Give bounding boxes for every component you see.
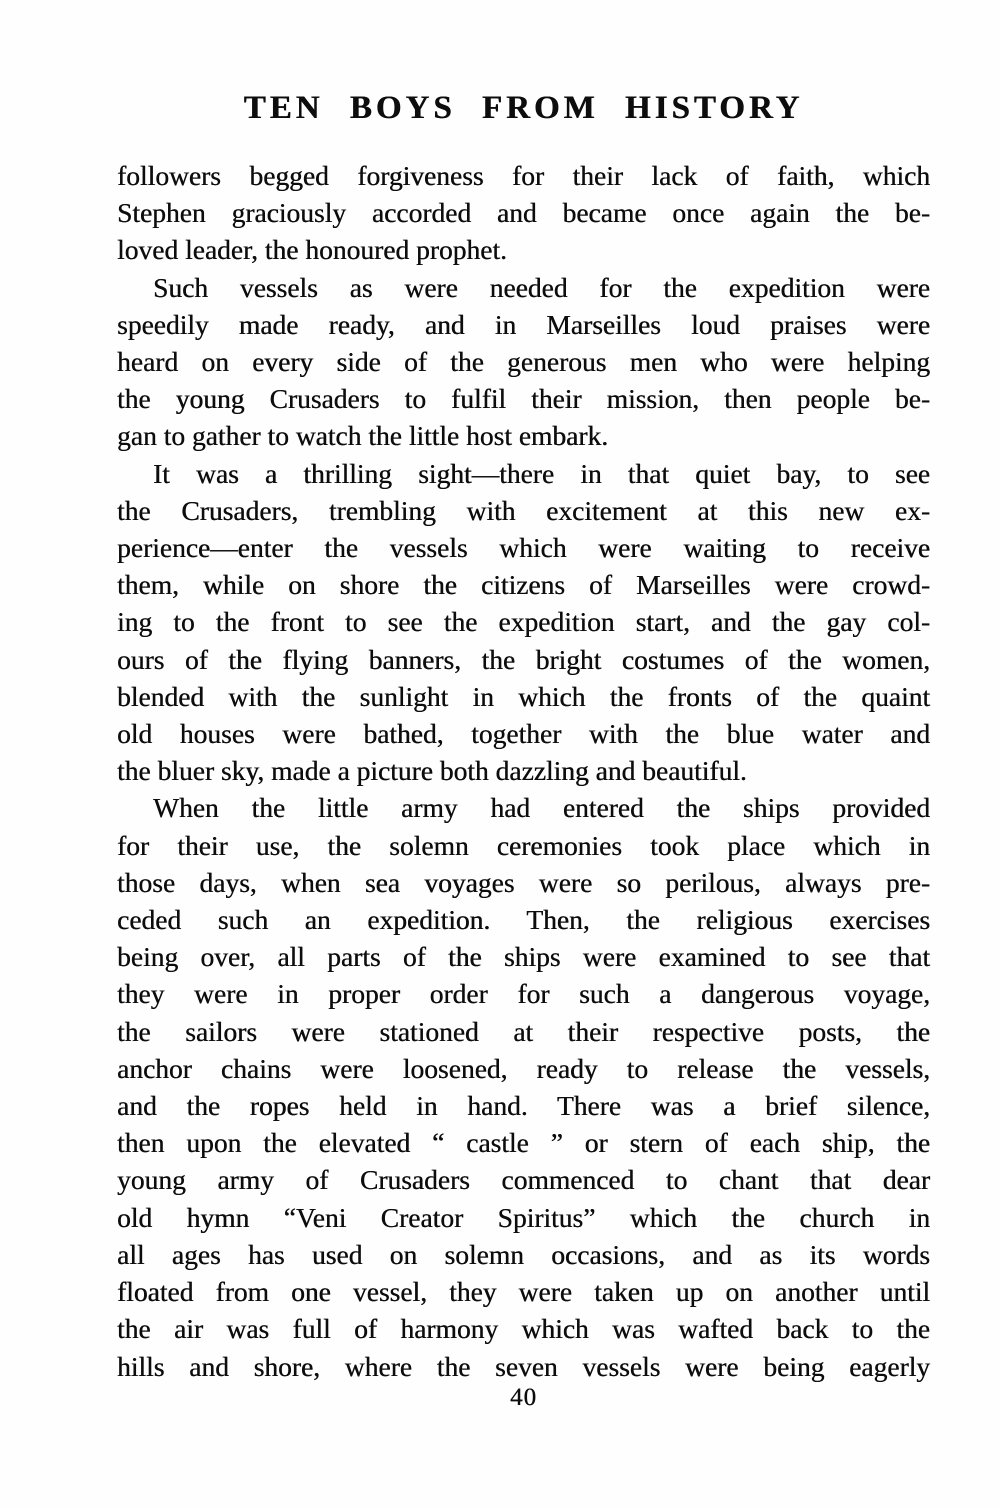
text-line: perience—enter the vessels which were waiting to receive — [117, 532, 930, 564]
text-line: ours of the flying banners, the bright costumes of the women, — [117, 643, 930, 675]
text-line: they were in proper order for such a dangerous voyage, — [117, 978, 930, 1010]
text-line: ing to the front to see the expedition start, and the gay col- — [117, 606, 930, 638]
paragraph — [117, 157, 930, 269]
text-line: being over, all parts of the ships were examined to see that — [117, 941, 930, 973]
text-line: speedily made ready, and in Marseilles loud praises were — [117, 308, 930, 340]
page-header-title: TEN BOYS FROM HISTORY — [243, 90, 804, 126]
text-line: followers begged forgiveness for their lack of faith, which — [117, 160, 930, 191]
text-line: the Crusaders, trembling with excitement at this new ex- — [117, 494, 930, 526]
text-line: anchor chains were loosened, ready to release the vessels, — [117, 1052, 930, 1084]
page-number: 40 — [510, 1384, 537, 1411]
text-line: Such vessels as were needed for the expedition were — [153, 271, 930, 303]
paragraph — [117, 455, 930, 790]
text-line: old houses were bathed, together with the blue water and — [117, 718, 930, 750]
text-line: the sailors were stationed at their respective posts, the — [117, 1015, 930, 1047]
text-line: them, while on shore the citizens of Marseilles were crowd- — [117, 569, 930, 601]
text-line: blended with the sunlight in which the fronts of the quaint — [117, 680, 930, 712]
text-line: ceded such an expedition. Then, the religious exercises — [117, 904, 930, 936]
text-line: heard on every side of the generous men who were helping — [117, 346, 930, 378]
text-line: hills and shore, where the seven vessels were being eagerly — [117, 1350, 930, 1382]
text-line: and the ropes held in hand. There was a brief silence, — [117, 1090, 930, 1122]
text-line: those days, when sea voyages were so perilous, always pre- — [117, 866, 930, 898]
text-line: the young Crusaders to fulfil their mission, then people be- — [117, 383, 930, 415]
text-line: It was a thrilling sight—there in that quiet bay, to see — [153, 457, 930, 489]
paragraph — [117, 269, 930, 455]
text-line: When the little army had entered the ships provided — [153, 792, 930, 824]
text-line: loved leader, the honoured prophet. — [117, 234, 507, 266]
text-line: for their use, the solemn ceremonies took place which in — [117, 829, 930, 861]
text-line: the air was full of harmony which was wafted back to the — [117, 1313, 930, 1345]
paragraph — [117, 789, 930, 1384]
text-line: the bluer sky, made a picture both dazzling and beautiful. — [117, 755, 747, 787]
text-line: floated from one vessel, they were taken up on another until — [117, 1276, 930, 1308]
body-text — [117, 157, 930, 1385]
text-line: all ages has used on solemn occasions, and as its words — [117, 1238, 930, 1270]
text-line: gan to gather to watch the little host embark. — [117, 420, 609, 452]
text-line: old hymn “Veni Creator Spiritus” which the church in — [117, 1201, 930, 1233]
text-line: Stephen graciously accorded and became once again the be- — [117, 197, 930, 229]
text-line: then upon the elevated “ castle ” or stern of each ship, the — [117, 1127, 930, 1159]
text-line: young army of Crusaders commenced to chant that dear — [117, 1164, 930, 1196]
